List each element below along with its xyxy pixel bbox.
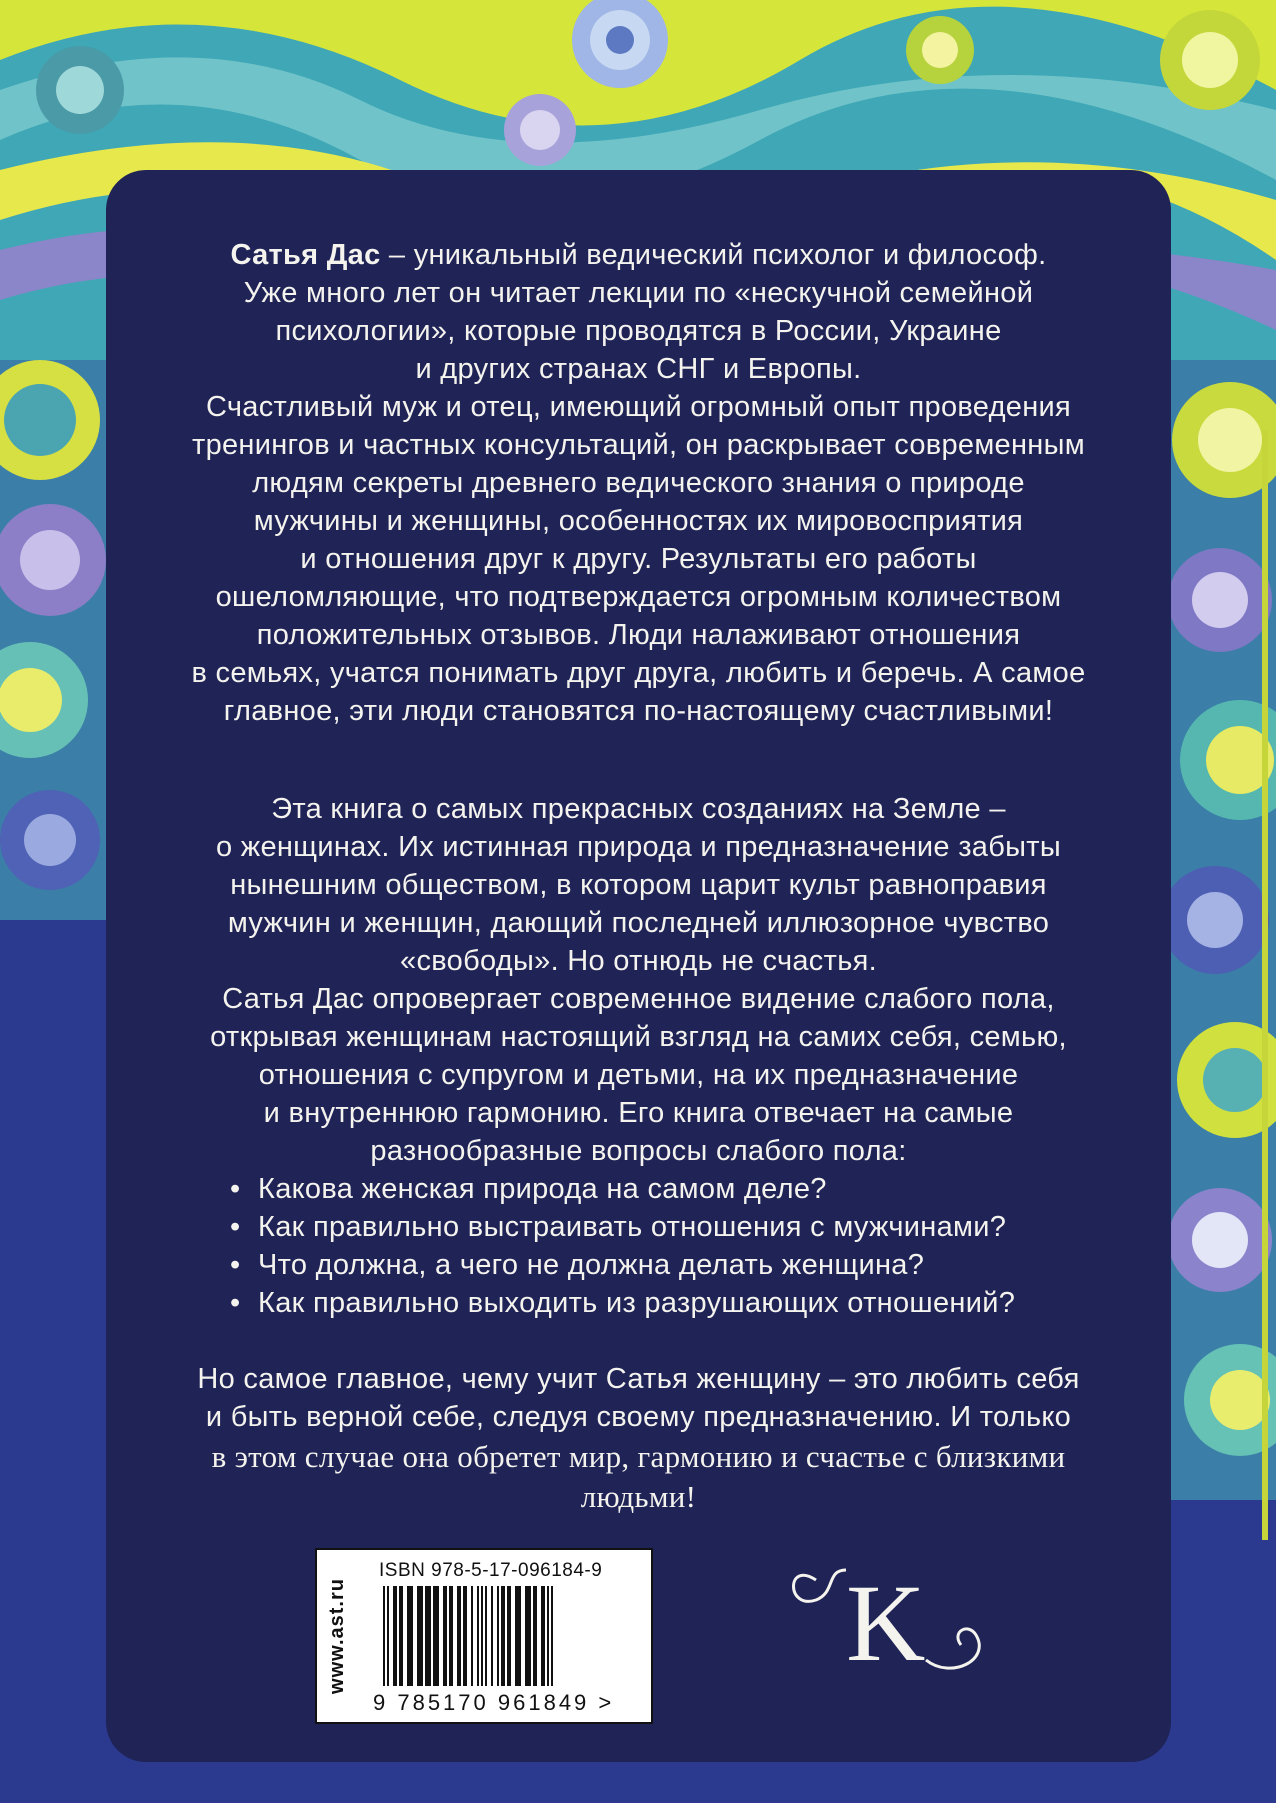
bio-line: ошеломляющие, что подтверждается огромным количеством <box>215 581 1062 613</box>
bullet-icon: • <box>230 1211 241 1243</box>
question-list-item <box>230 1284 1276 1322</box>
barcode-bar <box>525 1586 531 1686</box>
barcode-bar <box>417 1586 423 1686</box>
description-line: о женщинах. Их истинная природа и предназначение забыты <box>215 831 1062 863</box>
conclusion-line: людьми! <box>580 1479 697 1514</box>
publisher-logo <box>776 1540 1016 1690</box>
barcode-bar <box>501 1586 505 1686</box>
description-line: «свободы». Но отнюдь не счастья. <box>400 945 877 977</box>
description-line: открывая женщинам настоящий взгляд на самих себя, семью, <box>210 1021 1067 1053</box>
barcode-bar <box>463 1586 467 1686</box>
barcode-bar <box>541 1586 545 1686</box>
author-name: Сатья Дас <box>230 239 381 271</box>
barcode-bar <box>399 1586 403 1686</box>
bullet-icon: • <box>230 1249 241 1281</box>
barcode-bar <box>443 1586 447 1686</box>
conclusion-line: Но самое главное, чему учит Сатья женщину – это любить себя <box>197 1363 1080 1395</box>
description-line: отношения с супругом и детьми, на их предназначение <box>258 1059 1019 1091</box>
description-line: Эта книга о самых прекрасных созданиях на Земле – <box>271 793 1006 825</box>
barcode-bar <box>481 1586 483 1686</box>
barcode-bar <box>471 1586 473 1686</box>
bio-line-1 <box>106 236 1171 274</box>
bio-line: и отношения друг к другу. Результаты его работы <box>300 543 977 575</box>
barcode-bar <box>387 1586 389 1686</box>
barcode-bar <box>507 1586 511 1686</box>
barcode-bar <box>551 1586 553 1686</box>
logo-flourish-icon <box>794 1570 847 1601</box>
question-text: Что должна, а чего не должна делать женщина? <box>258 1249 925 1281</box>
barcode-bar <box>383 1586 385 1686</box>
question-list-item <box>230 1170 1276 1208</box>
bio-line: людям секреты древнего ведического знания о природе <box>252 467 1025 499</box>
barcode-bar <box>393 1586 397 1686</box>
bio-line: положительных отзывов. Люди налаживают отношения <box>256 619 1021 651</box>
bio-line-text: – уникальный ведический психолог и философ. <box>380 239 1047 271</box>
bio-line: и других странах СНГ и Европы. <box>415 353 862 385</box>
barcode-bar <box>485 1586 487 1686</box>
question-text: Какова женская природа на самом деле? <box>258 1173 827 1205</box>
bio-line: Счастливый муж и отец, имеющий огромный опыт проведения <box>205 391 1072 423</box>
barcode-bar <box>547 1586 549 1686</box>
description-line: Сатья Дас опровергает современное видение слабого пола, <box>222 983 1055 1015</box>
question-text: Как правильно выходить из разрушающих отношений? <box>258 1287 1016 1319</box>
barcode-bar <box>449 1586 453 1686</box>
bullet-icon: • <box>230 1173 241 1205</box>
barcode-bar <box>497 1586 499 1686</box>
bio-line: в семьях, учатся понимать друг друга, любить и беречь. А самое <box>191 657 1086 689</box>
barcode-bar <box>425 1586 431 1686</box>
question-text: Как правильно выстраивать отношения с мужчинами? <box>258 1211 1007 1243</box>
bio-line: главное, эти люди становятся по-настоящему счастливыми! <box>223 695 1054 727</box>
barcode-bar <box>515 1586 521 1686</box>
bio-line: мужчины и женщины, особенностях их мировосприятия <box>253 505 1024 537</box>
barcode-bar <box>533 1586 537 1686</box>
barcode-icon <box>379 1586 641 1690</box>
isbn-number: ISBN 978-5-17-096184-9 <box>379 1560 603 1581</box>
conclusion-line: и быть верной себе, следуя своему предназначению. И только <box>205 1401 1072 1433</box>
bio-line: тренингов и частных консультаций, он раскрывает современным <box>191 429 1085 461</box>
barcode-bar <box>407 1586 413 1686</box>
description-line: и внутреннюю гармонию. Его книга отвечает на самые <box>263 1097 1014 1129</box>
logo-letter: K <box>846 1562 926 1684</box>
bio-line: психологии», которые проводятся в России, Украине <box>275 315 1002 347</box>
bullet-icon: • <box>230 1287 241 1319</box>
isbn-label <box>315 1548 653 1724</box>
question-list-item <box>230 1208 1276 1246</box>
barcode-bar <box>457 1586 461 1686</box>
barcode-digits: 9 785170 961849 > <box>373 1690 615 1715</box>
question-list-item <box>230 1246 1276 1284</box>
barcode-bar <box>477 1586 479 1686</box>
barcode-bar <box>491 1586 493 1686</box>
description-line: разнообразные вопросы слабого пола: <box>370 1135 907 1167</box>
logo-flourish-icon <box>926 1629 979 1668</box>
bio-line: Уже много лет он читает лекции по «нескучной семейной <box>243 277 1034 309</box>
back-cover-panel <box>106 170 1171 1762</box>
conclusion-line: в этом случае она обретет мир, гармонию и счастье с близкими <box>211 1439 1066 1474</box>
publisher-website: www.ast.ru <box>326 1578 348 1694</box>
description-line: нынешним обществом, в котором царит культ равноправия <box>230 869 1047 901</box>
description-line: мужчин и женщин, дающий последней иллюзорное чувство <box>227 907 1050 939</box>
barcode-bar <box>433 1586 439 1686</box>
